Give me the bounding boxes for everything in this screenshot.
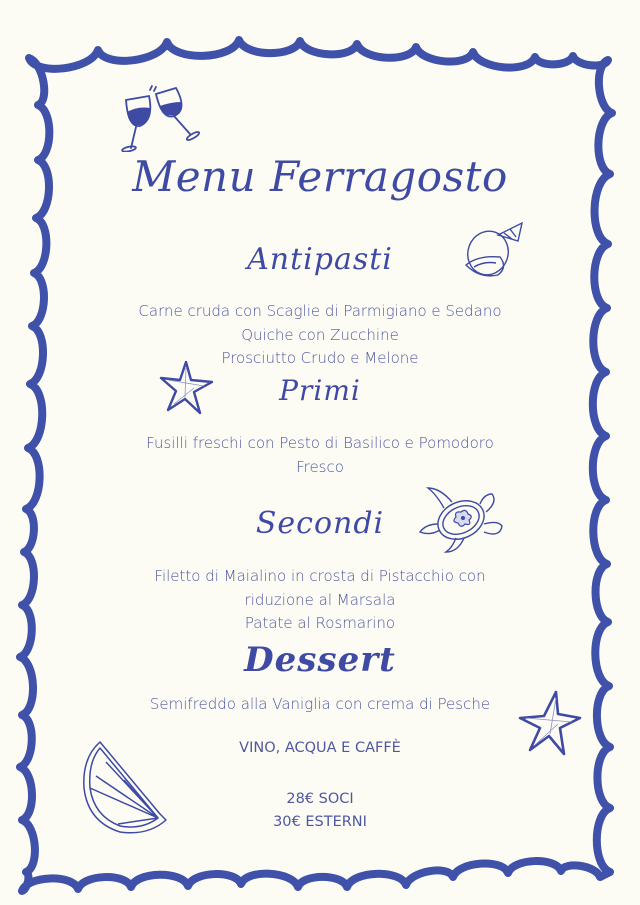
section-heading-secondi: Secondi — [255, 506, 385, 541]
prices — [0, 788, 640, 834]
menu-item: Fusilli freschi con Pesto di Basilico e Pomodoro — [146, 434, 494, 452]
menu-title: Menu Ferragosto — [132, 152, 508, 201]
menu-item: Patate al Rosmarino — [244, 614, 396, 632]
menu-item: Semifreddo alla Vaniglia con crema di Pesche — [149, 695, 491, 713]
menu-item: Quiche con Zucchine — [241, 325, 399, 344]
section-items-secondi — [110, 565, 530, 636]
drinks-included: VINO, ACQUA E CAFFÈ — [239, 740, 401, 756]
section-heading-primi: Primi — [279, 374, 361, 407]
price-members: 28€ SOCI — [286, 791, 354, 807]
menu-item: Carne cruda con Scaglie di Parmigiano e Sedano — [138, 302, 502, 320]
menu-item: Prosciutto Crudo e Melone — [221, 349, 419, 367]
section-items-primi — [110, 432, 530, 479]
menu-item: Filetto di Maialino in crosta di Pistacchio con — [154, 567, 486, 585]
section-heading-dessert: Dessert — [244, 640, 396, 680]
menu-item: Fresco — [296, 457, 344, 476]
section-items-antipasti — [110, 300, 530, 371]
price-non-members: 30€ ESTERNI — [273, 814, 367, 830]
menu-item: riduzione al Marsala — [244, 590, 396, 609]
section-heading-antipasti: Antipasti — [247, 242, 393, 277]
section-items-dessert — [110, 693, 530, 717]
wine-glasses-toast-icon — [116, 82, 206, 152]
